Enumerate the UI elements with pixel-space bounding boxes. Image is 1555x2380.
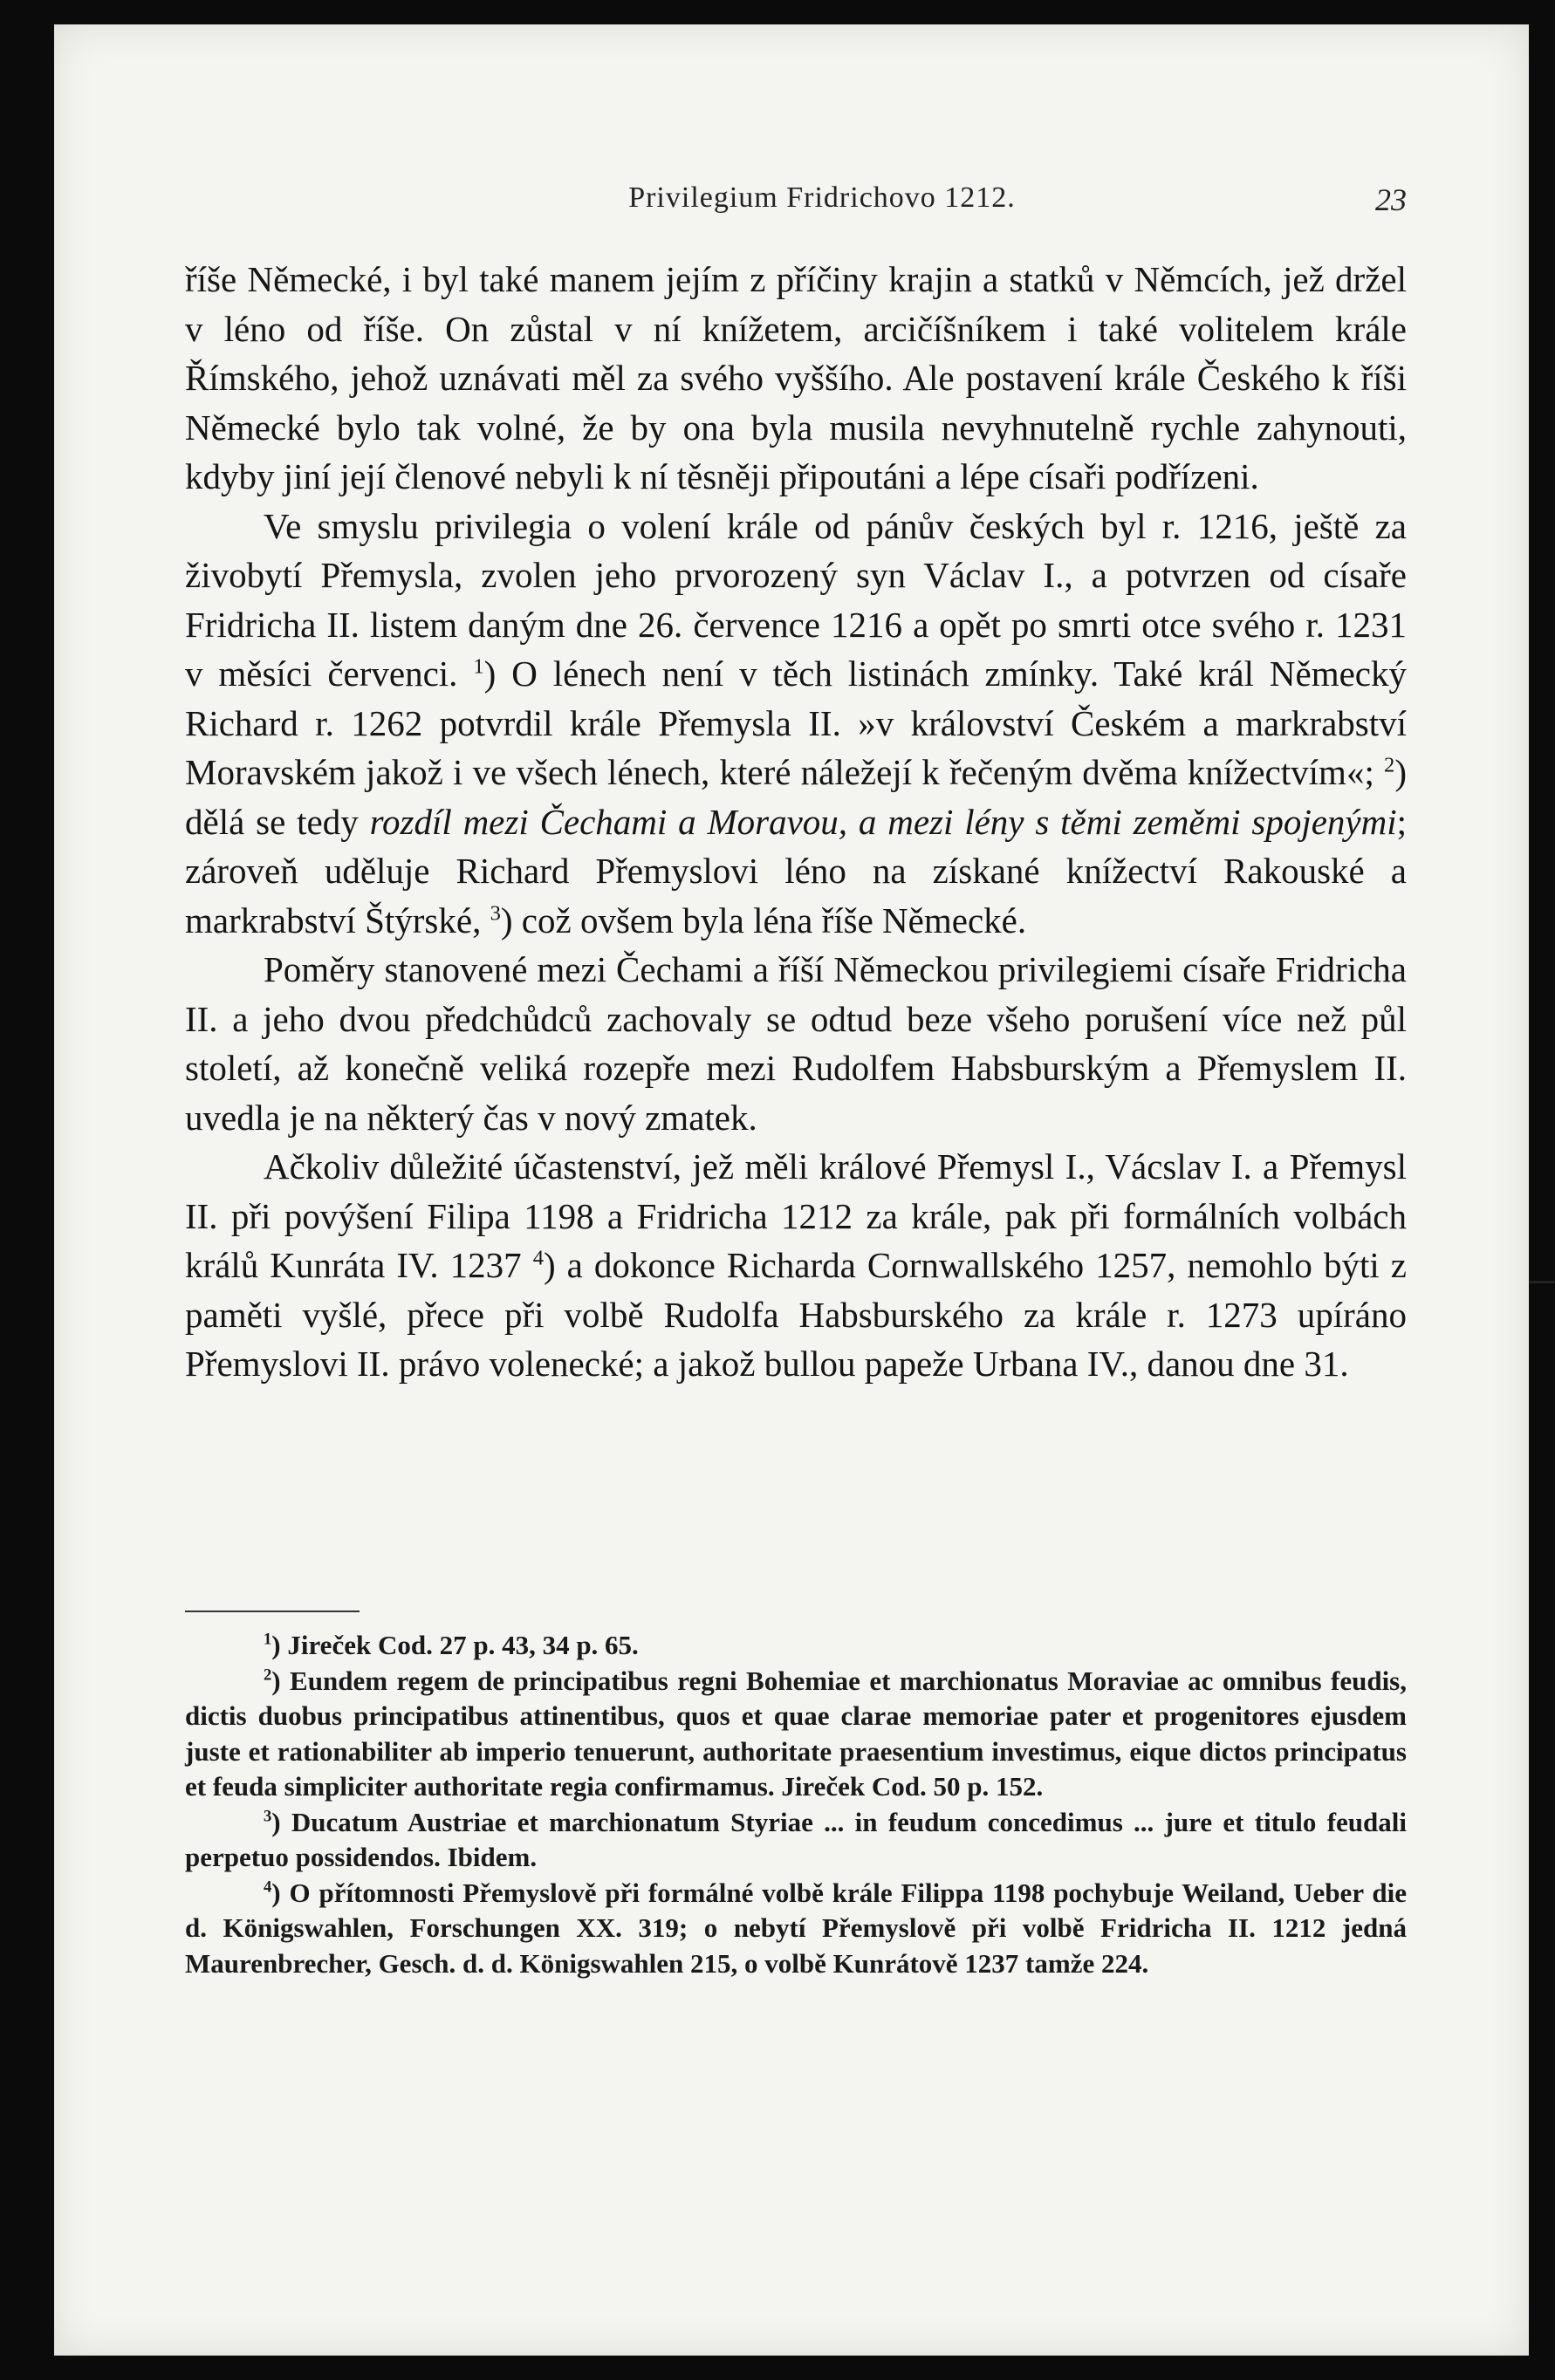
- paragraph-1: říše Německé, i byl také manem jejím z příčiny krajin a statků v Němcích, jež držel v léno od říše. On zůstal v ní knížetem, arcičíšníkem i také volitelem krále Římského, jehož uznávati měl za svého vyššího. Ale postavení krále Českého k říši Německé bylo tak volné, že by ona byla musila nevyhnutelně rychle zahynouti, kdyby jiní její členové nebyli k ní těsněji připoutáni a lépe císaři podřízeni.: [185, 259, 1407, 496]
- paragraph-2-part-1: Ve smyslu privilegia o volení krále od pánův českých byl r. 1216, ještě za živobytí Přemysla, zvolen jeho prvorozený syn Václav I., a potvrzen od císaře Fridricha II. listem daným dne 26. července 1216 a opět po smrti otce svého r. 1231 v měsíci červenci.: [185, 505, 1407, 694]
- body-text: [185, 255, 1407, 1389]
- paragraph-2-part-4: ; zároveň uděluje Richard Přemyslovi léno na získané knížectví Rakouské a markrabství Štýrské,: [185, 801, 1408, 940]
- edge-mark: [1529, 1281, 1555, 1283]
- paragraph-2-part-3: ) dělá se tedy: [185, 752, 1407, 842]
- paragraph-4-part-1: Ačkoliv důležité účastenství, jež měli králové Přemysl I., Vácslav I. a Přemysl II. při povýšení Filipa 1198 a Fridricha 1212 za krále, pak při formálních volbách králů Kunráta IV. 1237: [185, 1146, 1407, 1285]
- emphasized-phrase: rozdíl mezi Čechami a Moravou, a mezi lény s těmi zeměmi spojenými: [369, 801, 1397, 842]
- page-number: 23: [1375, 182, 1407, 217]
- footnote-4: [185, 1876, 1407, 1982]
- footnote-ref-4: 4: [532, 1246, 544, 1270]
- footnote-2: [185, 1664, 1407, 1805]
- footnote-1: [185, 1628, 1407, 1664]
- footnote-text: ) Jireček Cod. 27 p. 43, 34 p. 65.: [271, 1630, 639, 1660]
- footnote-ref-2: 2: [1384, 753, 1395, 777]
- paragraph-2: [185, 502, 1407, 946]
- paragraph-2-part-2: ) O lénech není v těch listinách zmínky. Také král Německý Richard r. 1262 potvrdil krále Přemysla II. »v království Českém a markrabství Moravském jakož i ve všech lénech, které náležejí k řečeným dvěma knížectvím«;: [185, 653, 1408, 792]
- footnote-text: ) Ducatum Austriae et marchionatum Styriae ... in feudum concedimus ... jure et titulo feudali perpetuo possidendos. Ibidem.: [185, 1806, 1407, 1872]
- running-head: [237, 174, 1407, 227]
- footnote-text: ) Eundem regem de principatibus regni Bohemiae et marchionatus Moraviae ac omnibus feudis, dictis duobus principatibus attinentibus, quos et quae clarae memoriae pater et progenitores ejusdem juste et rationabiliter ab imperio tenuerunt, authoritate praesentium investimus, eique dictos principatus et feuda simpliciter authoritate regia confirmamus. Jireček Cod. 50 p. 152.: [185, 1665, 1407, 1802]
- footnote-mark: 4: [264, 1877, 272, 1897]
- paragraph-4-part-2: ) a dokonce Richarda Cornwallského 1257, nemohlo býti z paměti vyšlé, přece při volbě Rudolfa Habsburského za krále r. 1273 upíráno Přemyslovi II. právo volenecké; a jakož bullou papeže Urbana IV., danou dne 31.: [185, 1245, 1407, 1384]
- paragraph-4: [185, 1142, 1407, 1389]
- footnote-ref-1: 1: [473, 654, 484, 679]
- footnotes: [185, 1628, 1407, 1981]
- book-page: [54, 24, 1529, 2356]
- footnote-rule: [185, 1611, 360, 1612]
- footnote-mark: 2: [264, 1665, 272, 1685]
- paragraph-2-part-5: ) což ovšem byla léna říše Německé.: [500, 899, 1027, 940]
- footnote-mark: 1: [264, 1630, 272, 1649]
- footnote-mark: 3: [264, 1807, 272, 1826]
- paragraph-3: Poměry stanovené mezi Čechami a říší Německou privilegiemi císaře Fridricha II. a jeho dvou předchůdců zachovaly se odtud beze všeho porušení více než půl století, až konečně veliká rozepře mezi Rudolfem Habsburským a Přemyslem II. uvedla je na některý čas v nový zmatek.: [185, 949, 1407, 1138]
- footnote-3: [185, 1805, 1407, 1876]
- footnote-text: ) O přítomnosti Přemyslově při formálné volbě krále Filippa 1198 pochybuje Weiland, Ueber die d. Königswahlen, Forschungen XX. 319; o nebytí Přemyslově při volbě Fridricha II. 1212 jedná Maurenbrecher, Gesch. d. d. Königswahlen 215, o volbě Kunrátově 1237 tamže 224.: [185, 1877, 1407, 1979]
- footnote-ref-3: 3: [490, 900, 501, 925]
- running-title: Privilegium Fridrichovo 1212.: [628, 181, 1016, 214]
